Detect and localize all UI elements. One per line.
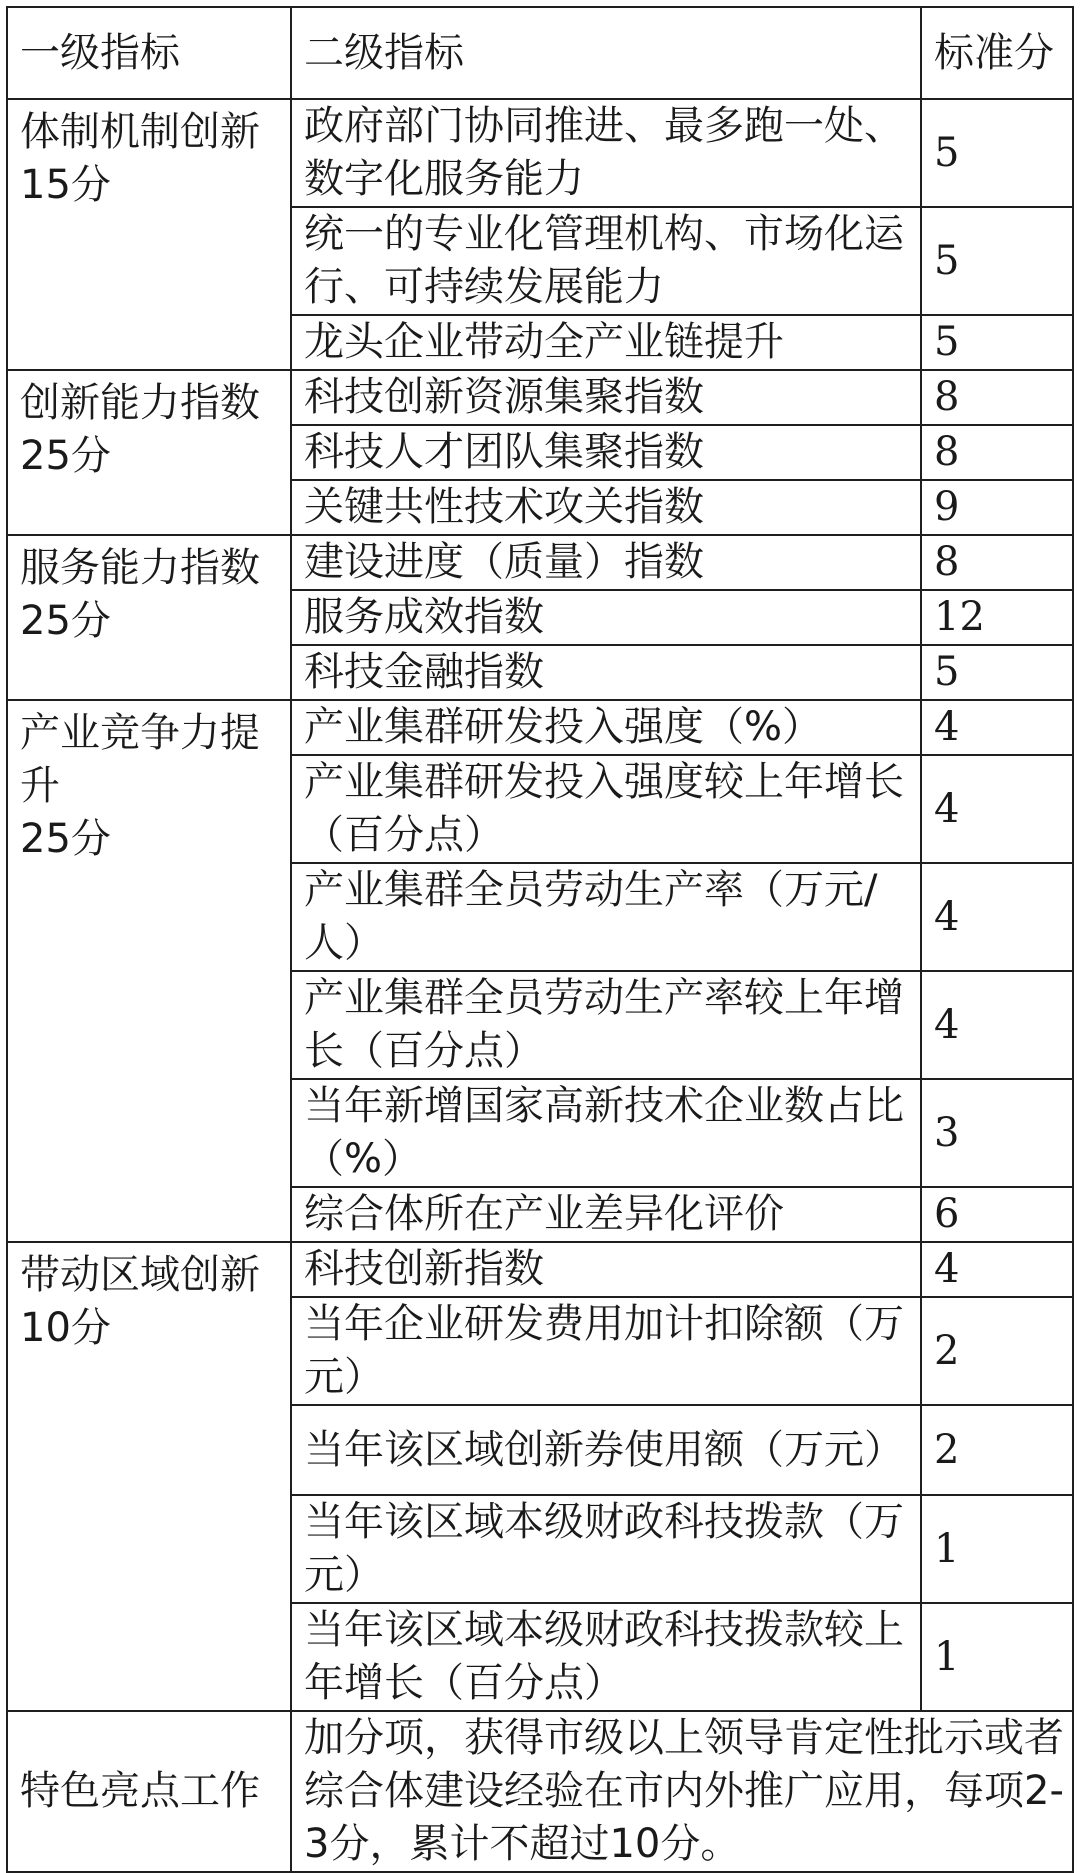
level2-indicator: 产业集群全员劳动生产率（万元/人）: [291, 863, 921, 971]
standard-score: 3: [921, 1079, 1073, 1187]
standard-score: 1: [921, 1603, 1073, 1711]
level1-indicator-points: 25分: [20, 598, 111, 644]
indicator-row: [7, 1242, 1073, 1297]
standard-score: 12: [921, 590, 1073, 645]
standard-score: 4: [921, 700, 1073, 755]
level1-indicator-cell: [7, 370, 291, 535]
level1-indicator-cell: [7, 535, 291, 700]
standard-score: 4: [921, 863, 1073, 971]
indicator-row: [7, 99, 1073, 207]
level2-indicator: 当年该区域本级财政科技拨款较上年增长（百分点）: [291, 1603, 921, 1711]
level2-indicator: 当年新增国家高新技术企业数占比（%）: [291, 1079, 921, 1187]
level2-indicator: 关键共性技术攻关指数: [291, 480, 921, 535]
standard-score: 1: [921, 1495, 1073, 1603]
standard-score: 8: [921, 370, 1073, 425]
standard-score: 6: [921, 1187, 1073, 1242]
standard-score: 4: [921, 1242, 1073, 1297]
bonus-description: 加分项，获得市级以上领导肯定性批示或者综合体建设经验在市内外推广应用，每项2-3分，累计不超过10分。: [291, 1711, 1073, 1872]
level2-indicator: 产业集群研发投入强度较上年增长（百分点）: [291, 755, 921, 863]
level2-indicator: 科技创新指数: [291, 1242, 921, 1297]
standard-score: 5: [921, 315, 1073, 370]
level2-indicator: 综合体所在产业差异化评价: [291, 1187, 921, 1242]
level1-indicator-name: 创新能力指数: [20, 380, 260, 426]
level1-indicator-name: 带动区域创新: [20, 1252, 260, 1298]
level2-indicator: 产业集群研发投入强度（%）: [291, 700, 921, 755]
level2-indicator: 科技人才团队集聚指数: [291, 425, 921, 480]
indicator-row: [7, 700, 1073, 755]
level2-indicator: 统一的专业化管理机构、市场化运行、可持续发展能力: [291, 207, 921, 315]
standard-score: 2: [921, 1297, 1073, 1405]
standard-score: 4: [921, 971, 1073, 1079]
level1-indicator-name: 服务能力指数: [20, 545, 260, 591]
level2-indicator: 科技金融指数: [291, 645, 921, 700]
indicator-row: [7, 535, 1073, 590]
standard-score: 4: [921, 755, 1073, 863]
level1-indicator-name: 产业竞争力提升: [20, 710, 260, 809]
level1-indicator-points: 25分: [20, 816, 111, 862]
header-level2: 二级指标: [291, 7, 921, 99]
bonus-row: [7, 1711, 1073, 1872]
header-standard-score: 标准分: [921, 7, 1073, 99]
bonus-name: 特色亮点工作: [7, 1711, 291, 1872]
level1-indicator-cell: [7, 700, 291, 1242]
indicator-row: [7, 370, 1073, 425]
standard-score: 5: [921, 645, 1073, 700]
level1-indicator-points: 25分: [20, 433, 111, 479]
header-row: [7, 7, 1073, 99]
level1-indicator-points: 15分: [20, 162, 111, 208]
header-level1: 一级指标: [7, 7, 291, 99]
level2-indicator: 产业集群全员劳动生产率较上年增长（百分点）: [291, 971, 921, 1079]
standard-score: 5: [921, 99, 1073, 207]
level2-indicator: 龙头企业带动全产业链提升: [291, 315, 921, 370]
standard-score: 8: [921, 425, 1073, 480]
level1-indicator-cell: [7, 1242, 291, 1711]
level1-indicator-name: 体制机制创新: [20, 109, 260, 155]
standard-score: 5: [921, 207, 1073, 315]
level2-indicator: 科技创新资源集聚指数: [291, 370, 921, 425]
level2-indicator: 建设进度（质量）指数: [291, 535, 921, 590]
standard-score: 8: [921, 535, 1073, 590]
level2-indicator: 服务成效指数: [291, 590, 921, 645]
standard-score: 9: [921, 480, 1073, 535]
level2-indicator: 当年该区域本级财政科技拨款（万元）: [291, 1495, 921, 1603]
level2-indicator: 当年该区域创新券使用额（万元）: [291, 1405, 921, 1495]
level2-indicator: 政府部门协同推进、最多跑一处、数字化服务能力: [291, 99, 921, 207]
standard-score: 2: [921, 1405, 1073, 1495]
level1-indicator-cell: [7, 99, 291, 370]
level1-indicator-points: 10分: [20, 1305, 111, 1351]
evaluation-table: [6, 6, 1074, 1873]
level2-indicator: 当年企业研发费用加计扣除额（万元）: [291, 1297, 921, 1405]
